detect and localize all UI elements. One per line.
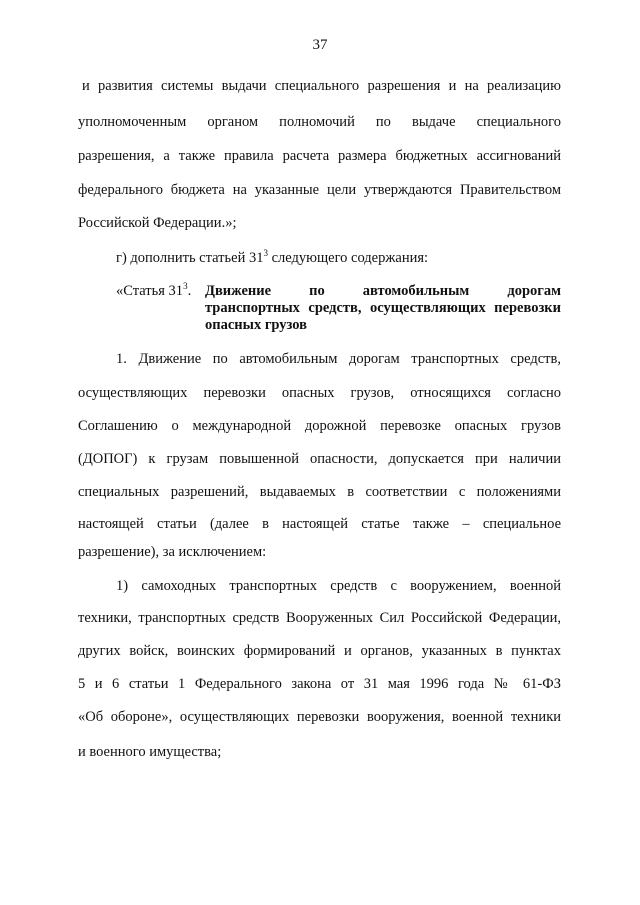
para4-line-5: «Об обороне», осуществляющих перевозки вооружения, военной техники: [78, 709, 561, 725]
para3-line-5: специальных разрешений, выдаваемых в соответствии с положениями: [78, 484, 561, 500]
article-title-line-2: транспортных средств, осуществляющих перевозки: [205, 300, 561, 316]
para3-line-4: (ДОПОГ) к грузам повышенной опасности, допускается при наличии: [78, 451, 561, 467]
para4-line-4: 5 и 6 статьи 1 Федерального закона от 31 мая 1996 года № 61-ФЗ: [78, 676, 561, 692]
para3-line-1: 1. Движение по автомобильным дорогам транспортных средств,: [116, 351, 561, 367]
para1-line-4: федерального бюджета на указанные цели утверждаются Правительством: [78, 182, 561, 198]
para2-text-after: следующего содержания:: [267, 250, 429, 266]
article-title-line-3: опасных грузов: [205, 317, 308, 333]
para3-line-6: настоящей статьи (далее в настоящей статье также – специальное: [78, 516, 561, 532]
article-label-sup: 3: [183, 281, 188, 291]
article-label: [116, 283, 191, 300]
para1-line-2: уполномоченным органом полномочий по выдаче специального: [78, 114, 561, 130]
article-label-after: .: [187, 283, 192, 299]
para3-line-7: разрешение), за исключением:: [78, 544, 267, 560]
para4-line-3: других войск, воинских формирований и органов, указанных в пунктах: [78, 643, 561, 659]
para4-line-1: 1) самоходных транспортных средств с вооружением, военной: [116, 578, 561, 594]
para1-line-3: разрешения, а также правила расчета размера бюджетных ассигнований: [78, 148, 561, 164]
para2-text-before: г) дополнить статьей 31: [116, 250, 264, 266]
para1-line-5: Российской Федерации.»;: [78, 215, 237, 231]
para4-line-6: и военного имущества;: [78, 744, 222, 760]
article-label-before: «Статья 31: [116, 283, 184, 299]
para4-line-2: техники, транспортных средств Вооруженных Сил Российской Федерации,: [78, 610, 561, 626]
page-number: 37: [312, 37, 328, 53]
para2-sup: 3: [263, 248, 268, 258]
para3-line-2: осуществляющих перевозки опасных грузов, относящихся согласно: [78, 385, 561, 401]
para1-line-1: и развития системы выдачи специального разрешения и на реализацию: [82, 78, 561, 94]
article-title: [205, 283, 561, 334]
para3-line-3: Соглашению о международной дорожной перевозке опасных грузов: [78, 418, 561, 434]
article-title-line-1: Движение по автомобильным дорогам: [205, 283, 561, 299]
para2-line: [116, 249, 561, 267]
